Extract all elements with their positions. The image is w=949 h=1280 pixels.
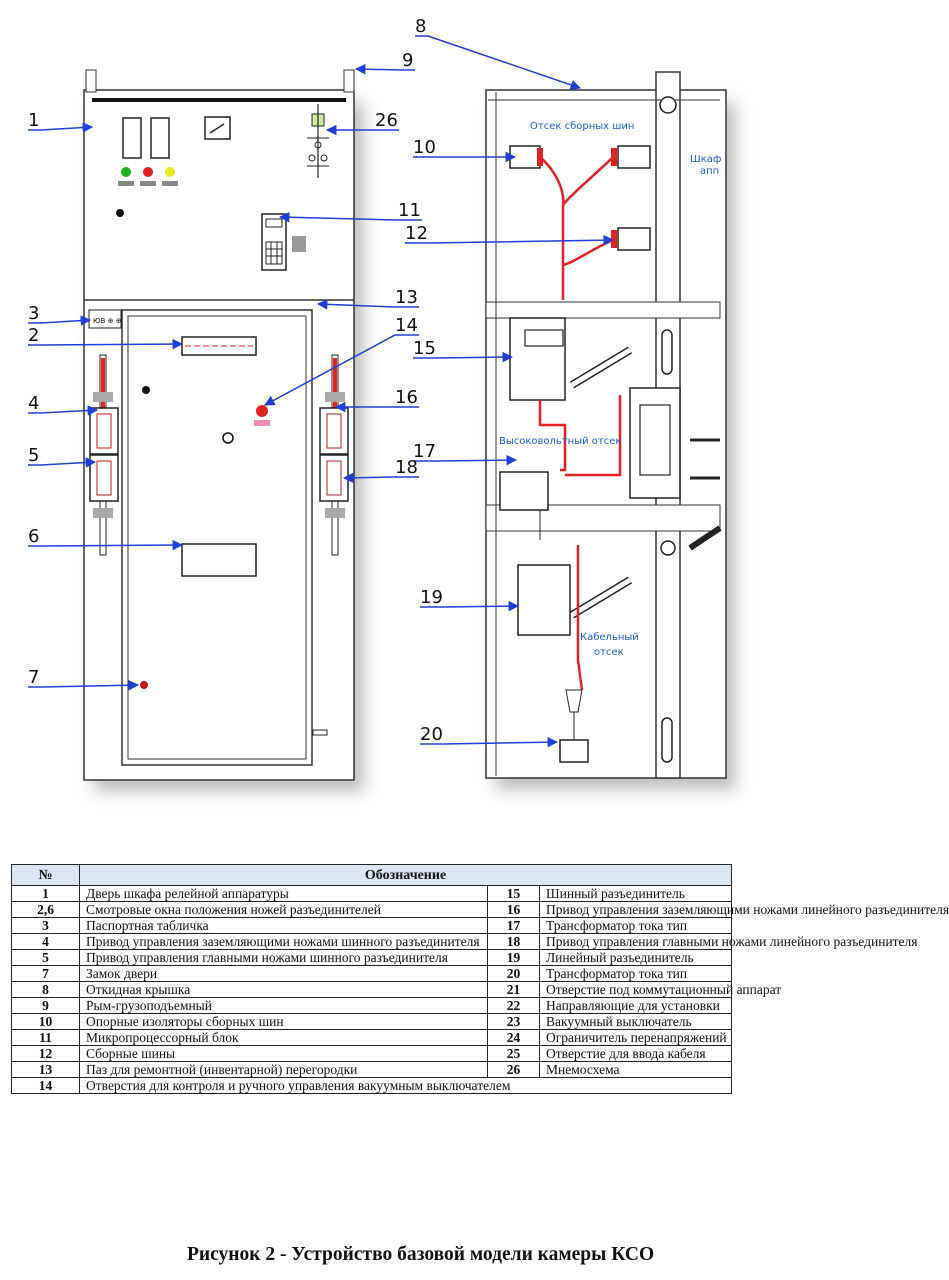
callout-1 <box>28 110 92 131</box>
legend-number: 9 <box>12 998 80 1014</box>
callout-number: 9 <box>402 50 414 71</box>
callout-number: 11 <box>398 200 421 221</box>
legend-number: 7 <box>12 966 80 982</box>
legend-text: Рым-грузоподъемный <box>80 998 488 1014</box>
callout-number: 18 <box>395 457 418 478</box>
legend-text: Трансформатор тока тип <box>540 966 732 982</box>
legend-text: Паспортная табличка <box>80 918 488 934</box>
callout-18 <box>344 457 419 478</box>
legend-number: 12 <box>12 1046 80 1062</box>
legend-text: Мнемосхема <box>540 1062 732 1078</box>
callout-number: 1 <box>28 110 40 131</box>
legend-text: Отверстия для контроля и ручного управления вакуумным выключателем <box>80 1078 732 1094</box>
legend-number: 4 <box>12 934 80 950</box>
callout-number: 14 <box>395 315 418 336</box>
header-number: № <box>12 865 80 886</box>
zone-cable-2: отсек <box>594 647 624 658</box>
legend-number: 1 <box>12 886 80 902</box>
legend-text: Ограничитель перенапряжений <box>540 1030 732 1046</box>
legend-row <box>12 1030 732 1046</box>
callout-number: 12 <box>405 223 428 244</box>
leader-line <box>28 545 182 546</box>
leader-line <box>28 344 182 345</box>
callout-8 <box>415 16 580 88</box>
zone-cabinet: Шкаф <box>690 154 722 165</box>
legend-text: Отверстие под коммутационный аппарат <box>540 982 732 998</box>
legend-text: Вакуумный выключатель <box>540 1014 732 1030</box>
legend-number: 3 <box>12 918 80 934</box>
legend-number: 24 <box>488 1030 540 1046</box>
callout-number: 10 <box>413 137 436 158</box>
legend-text: Направляющие для установки <box>540 998 732 1014</box>
legend-row <box>12 918 732 934</box>
legend-text: Смотровые окна положения ножей разъединителей <box>80 902 488 918</box>
callout-3 <box>28 303 90 324</box>
header-designation: Обозначение <box>80 865 732 886</box>
legend-number: 13 <box>12 1062 80 1078</box>
legend-body <box>12 886 949 1094</box>
callout-number: 26 <box>375 110 398 131</box>
callout-number: 19 <box>420 587 443 608</box>
zone-hv: Высоковольтный отсек <box>499 436 622 447</box>
legend-number: 25 <box>488 1046 540 1062</box>
zone-busbar: Отсек сборных шин <box>530 121 635 132</box>
legend-text: Привод управления главными ножами линейного разъединителя <box>540 934 732 950</box>
legend-number: 18 <box>488 934 540 950</box>
callout-number: 6 <box>28 526 40 547</box>
legend-text: Опорные изоляторы сборных шин <box>80 1014 488 1030</box>
callout-number: 3 <box>28 303 40 324</box>
legend-row <box>12 950 732 966</box>
legend-number: 19 <box>488 950 540 966</box>
legend-number: 5 <box>12 950 80 966</box>
legend-text: Привод управления заземляющими ножами линейного разъединителя <box>540 902 732 918</box>
legend-number: 2,6 <box>12 902 80 918</box>
legend-row <box>12 902 732 918</box>
legend-table <box>11 864 949 1094</box>
legend-row <box>12 934 732 950</box>
legend-number: 8 <box>12 982 80 998</box>
callout-number: 5 <box>28 445 40 466</box>
legend-text: Микропроцессорный блок <box>80 1030 488 1046</box>
legend-row <box>12 1062 732 1078</box>
legend-text: Паз для ремонтной (инвентарной) перегородки <box>80 1062 488 1078</box>
legend-number: 20 <box>488 966 540 982</box>
legend-number: 11 <box>12 1030 80 1046</box>
legend-text: Привод управления заземляющими ножами шинного разъединителя <box>80 934 488 950</box>
callout-number: 13 <box>395 287 418 308</box>
leader-line <box>415 36 580 88</box>
legend-text: Откидная крышка <box>80 982 488 998</box>
legend-number: 15 <box>488 886 540 902</box>
legend-text: Дверь шкафа релейной аппаратуры <box>80 886 488 902</box>
legend-number: 16 <box>488 902 540 918</box>
callout-number: 7 <box>28 667 40 688</box>
legend-number: 21 <box>488 982 540 998</box>
cabinet-front-view <box>84 70 354 780</box>
callout-number: 4 <box>28 393 40 414</box>
legend-text: Трансформатор тока тип <box>540 918 732 934</box>
zone-cable: Кабельный <box>580 632 639 643</box>
legend-number: 23 <box>488 1014 540 1030</box>
legend-text: Отверстие для ввода кабеля <box>540 1046 732 1062</box>
legend-number: 10 <box>12 1014 80 1030</box>
legend-header-row <box>12 865 732 886</box>
legend-number: 22 <box>488 998 540 1014</box>
legend-row <box>12 998 732 1014</box>
legend-number: 26 <box>488 1062 540 1078</box>
legend-number: 17 <box>488 918 540 934</box>
legend-text: Замок двери <box>80 966 488 982</box>
cabinet-section-view <box>486 72 726 778</box>
callout-number: 20 <box>420 724 443 745</box>
callout-number: 16 <box>395 387 418 408</box>
legend-row <box>12 886 732 902</box>
callout-number: 17 <box>413 441 436 462</box>
callout-number: 15 <box>413 338 436 359</box>
legend-text: Сборные шины <box>80 1046 488 1062</box>
legend-row <box>12 982 732 998</box>
legend-row <box>12 966 732 982</box>
legend-row <box>12 1078 732 1094</box>
svg-text:ЮВ ⊕ ⊕: ЮВ ⊕ ⊕ <box>93 317 122 325</box>
callout-9 <box>356 50 415 71</box>
zone-cabinet-2: апп <box>700 166 720 177</box>
legend-number: 14 <box>12 1078 80 1094</box>
legend-row <box>12 1046 732 1062</box>
callout-number: 2 <box>28 325 40 346</box>
callout-number: 8 <box>415 16 427 37</box>
legend-text: Шинный разъединитель <box>540 886 732 902</box>
figure-caption: Рисунок 2 - Устройство базовой модели камеры КСО <box>187 1244 655 1265</box>
legend-text: Привод управления главными ножами шинного разъединителя <box>80 950 488 966</box>
legend-text: Линейный разъединитель <box>540 950 732 966</box>
legend-row <box>12 1014 732 1030</box>
